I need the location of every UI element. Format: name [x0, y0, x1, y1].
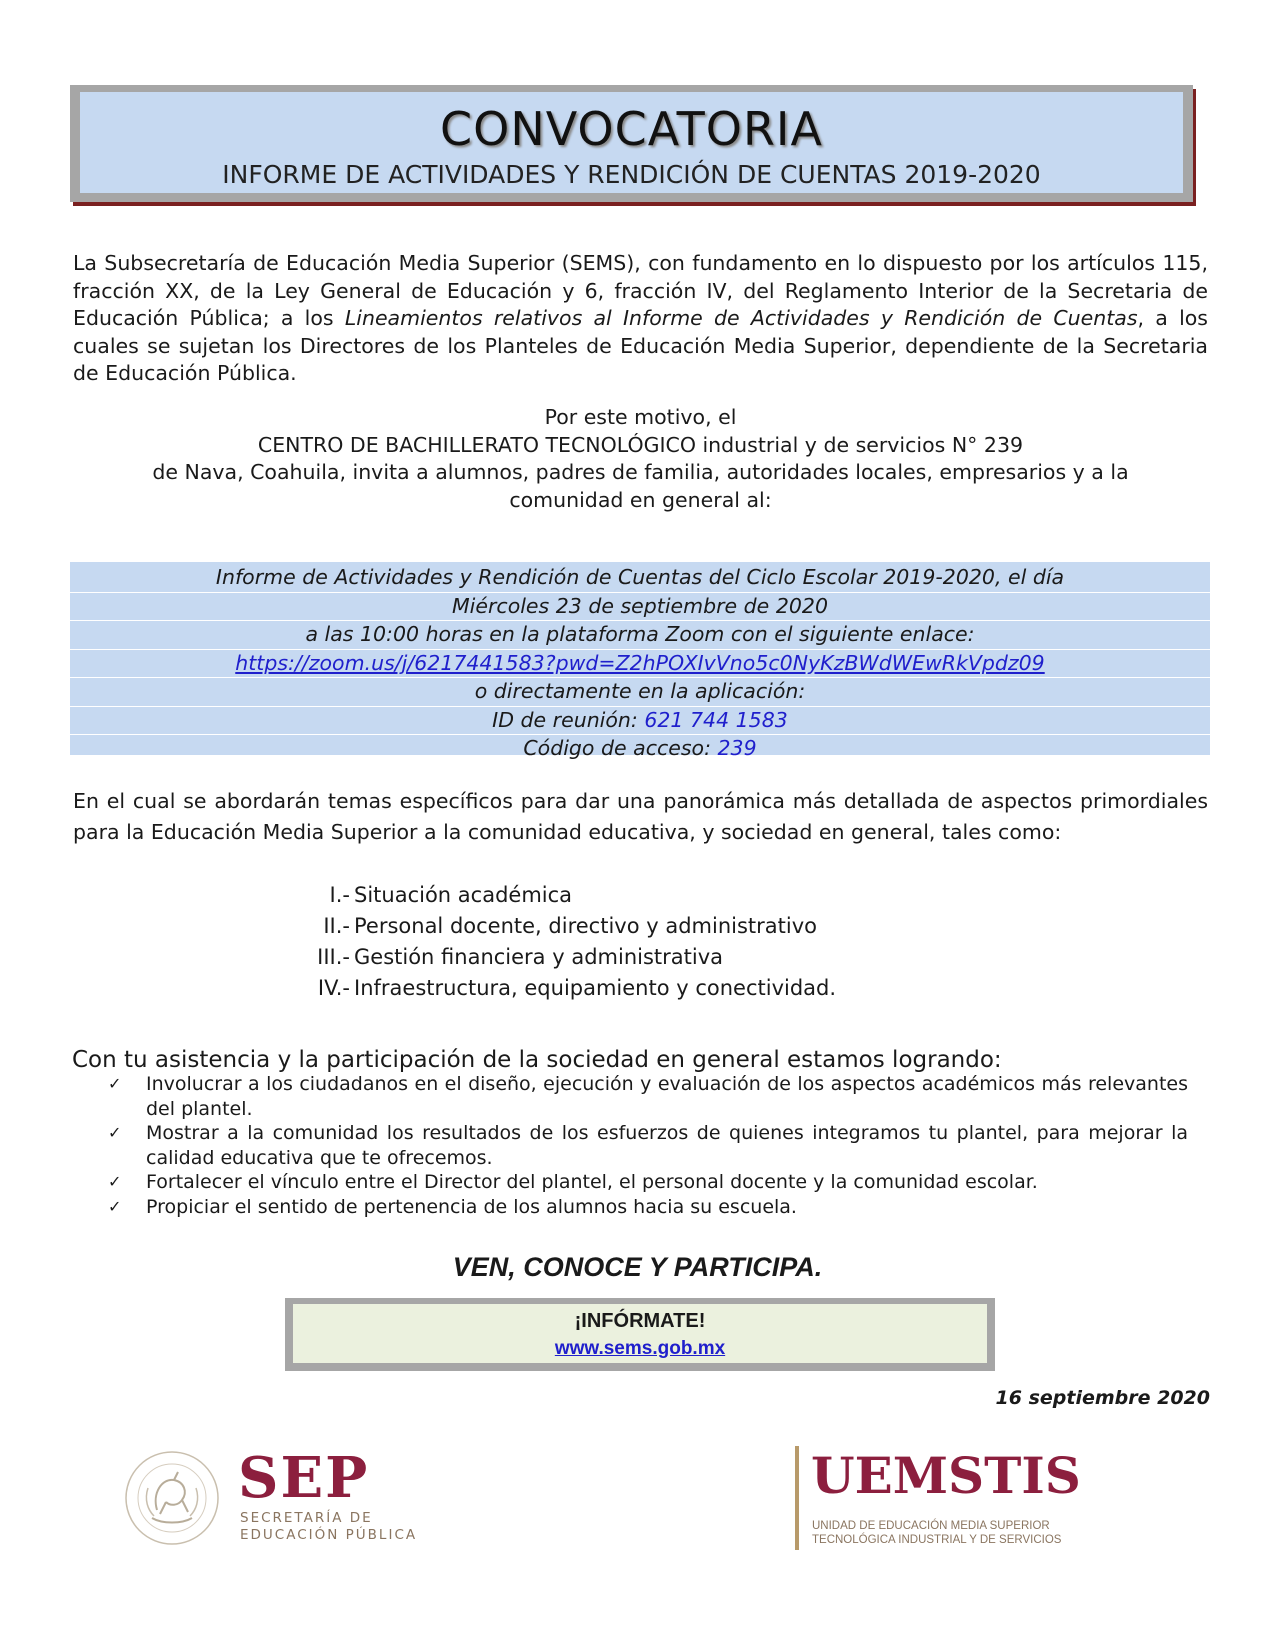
title-box: [70, 85, 1193, 202]
sems-link[interactable]: www.sems.gob.mx: [554, 1338, 726, 1359]
event-details: [70, 562, 1210, 760]
invite-line-1: Por este motivo, el: [544, 405, 737, 429]
access-code-value: 239: [717, 736, 757, 760]
document-title: CONVOCATORIA: [440, 102, 823, 156]
check-icon: ✓: [108, 1123, 122, 1142]
event-line-1: Informe de Actividades y Rendición de Cuentas del Ciclo Escolar 2019-2020, el día: [70, 564, 1210, 593]
topic-number: I.-: [329, 883, 350, 907]
topic-text: Gestión financiera y administrativa: [354, 945, 724, 969]
topic-number: II.-: [323, 914, 350, 938]
uemstis-logo: [795, 1446, 1135, 1556]
list-item: [108, 1195, 1188, 1220]
list-item: [290, 911, 836, 942]
intro-paragraph: [73, 250, 1208, 388]
list-item: [108, 1072, 1188, 1121]
topic-text: Personal docente, directivo y administrativo: [354, 914, 817, 938]
uemstis-wordmark: UEMSTIS: [811, 1446, 1081, 1505]
check-icon: ✓: [108, 1172, 122, 1191]
sep-wordmark: SEP: [238, 1445, 370, 1511]
inform-box: [285, 1298, 995, 1371]
topics-intro: En el cual se abordarán temas específicos para dar una panorámica más detallada de aspectos primordiales para la Educación Media Superior a la comunidad educativa, y sociedad en general, tales como:: [73, 789, 1208, 844]
list-item: [290, 942, 836, 973]
sep-subtitle-line-1: SECRETARÍA DE: [240, 1510, 373, 1526]
uemstis-subtitle: [812, 1519, 1061, 1547]
slogan: VEN, CONOCE Y PARTICIPA.: [452, 1252, 823, 1282]
intro-italic: Lineamientos relativos al Informe de Actividades y Rendición de Cuentas: [344, 306, 1138, 330]
inform-panel: [293, 1304, 987, 1363]
topic-text: Infraestructura, equipamiento y conectividad.: [354, 976, 837, 1000]
document-subtitle: INFORME DE ACTIVIDADES Y RENDICIÓN DE CUENTAS 2019-2020: [222, 160, 1041, 189]
event-date: Miércoles 23 de septiembre de 2020: [70, 593, 1210, 622]
uemstis-subtitle-line-1: UNIDAD DE EDUCACIÓN MEDIA SUPERIOR: [812, 1520, 1050, 1532]
list-item: [108, 1121, 1188, 1170]
check-icon: ✓: [108, 1196, 122, 1216]
topic-text: Situación académica: [354, 883, 573, 907]
benefits-heading: Con tu asistencia y la participación de la sociedad en general estamos logrando:: [72, 1047, 1002, 1073]
benefit-text: Fortalecer el vínculo entre el Director del plantel, el personal docente y la comunidad escolar.: [146, 1171, 1038, 1193]
benefit-text: Involucrar a los ciudadanos en el diseño, ejecución y evaluación de los aspectos académicos más relevantes del plantel.: [146, 1073, 1188, 1120]
access-code-label: Código de acceso:: [523, 736, 718, 760]
intro-text-2: , a los cuales se sujetan los Directores de los Planteles de Educación Media Superior, dependiente de la Secretaria de Educación Pública.: [73, 306, 1208, 385]
benefits-list: [108, 1072, 1188, 1219]
check-icon: ✓: [108, 1074, 122, 1093]
invite-line-3: de Nava, Coahuila, invita a alumnos, padres de familia, autoridades locales, empresarios y a la: [152, 460, 1129, 484]
list-item: [108, 1170, 1188, 1195]
invite-line-4: comunidad en general al:: [509, 487, 772, 512]
zoom-link[interactable]: https://zoom.us/j/6217441583?pwd=Z2hPOXIvVno5c0NyKzBWdWEwRkVpdz09: [235, 650, 1045, 675]
topics-list: [290, 880, 836, 1004]
sep-logo: [122, 1445, 452, 1548]
event-time: a las 10:00 horas en la plataforma Zoom con el siguiente enlace:: [70, 621, 1210, 650]
sep-subtitle: [240, 1510, 417, 1544]
document-date: 16 septiembre 2020: [995, 1387, 1210, 1409]
logo-divider: [795, 1446, 799, 1550]
meeting-id-row: [70, 707, 1210, 736]
inform-title: ¡INFÓRMATE!: [574, 1310, 706, 1332]
list-item: [290, 880, 836, 911]
event-line-5: o directamente en la aplicación:: [70, 678, 1210, 707]
title-panel: [80, 92, 1183, 193]
topic-number: IV.-: [317, 976, 350, 1000]
mexico-seal-icon: [122, 1448, 222, 1548]
invitation-block: [73, 404, 1208, 514]
list-item: [290, 973, 836, 1004]
benefit-text: Propiciar el sentido de pertenencia de los alumnos hacia su escuela.: [146, 1195, 797, 1218]
sep-subtitle-line-2: EDUCACIÓN PÚBLICA: [240, 1527, 418, 1543]
intro-text-1: La Subsecretaría de Educación Media Superior (SEMS), con fundamento en lo dispuesto por los artículos 115, fracción XX, de la Ley General de Educación y 6, fracción IV, del Reglamento Interior de la Secretaria de Educación Pública; a los: [73, 251, 1208, 330]
benefit-text: Mostrar a la comunidad los resultados de los esfuerzos de quienes integramos tu plantel, para mejorar la calidad educativa que te ofrecemos.: [146, 1122, 1188, 1169]
meeting-id-label: ID de reunión:: [492, 707, 645, 732]
meeting-id-value: 621 744 1583: [644, 707, 788, 732]
access-code-row: [70, 735, 1210, 763]
institution-name: CENTRO DE BACHILLERATO TECNOLÓGICO industrial y de servicios N° 239: [257, 432, 1024, 457]
zoom-link-row: [70, 650, 1210, 679]
uemstis-subtitle-line-2: TECNOLÓGICA INDUSTRIAL Y DE SERVICIOS: [812, 1534, 1062, 1546]
topic-number: III.-: [317, 945, 350, 969]
